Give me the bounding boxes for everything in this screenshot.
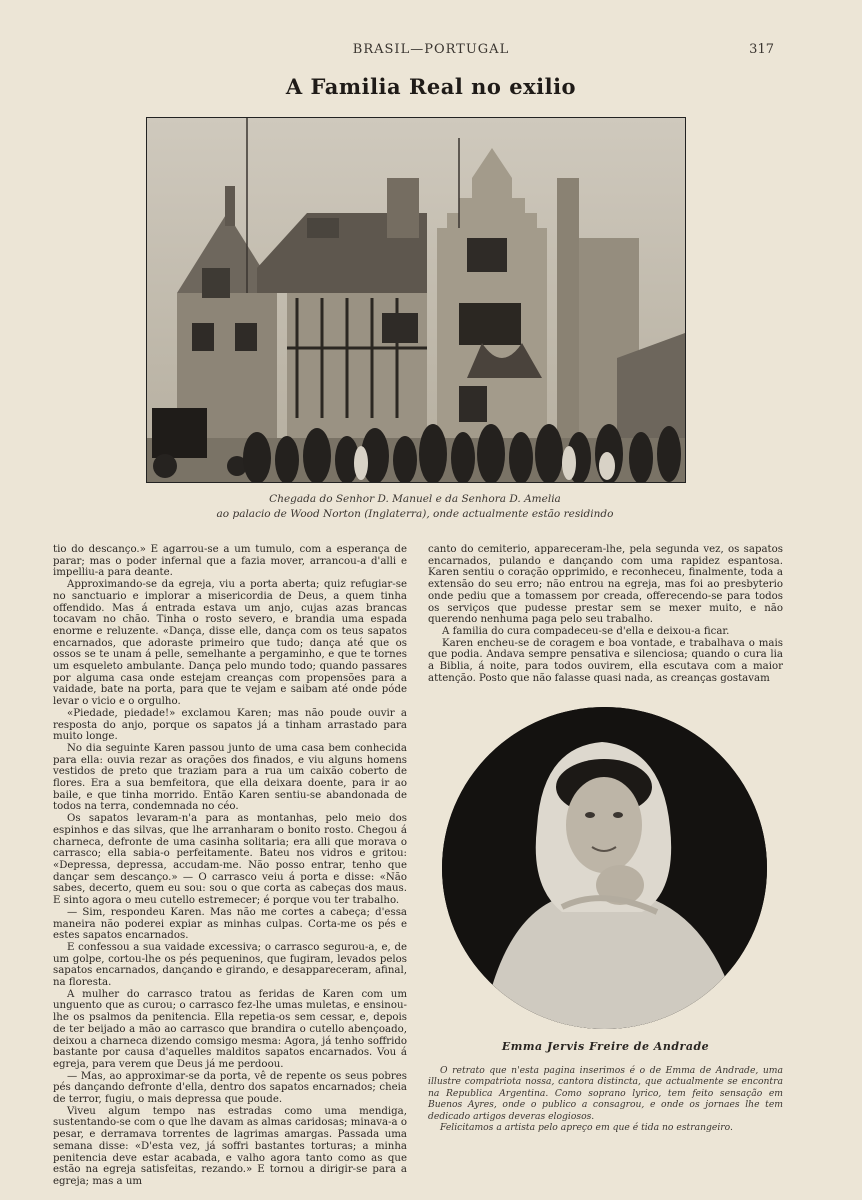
paragraph: O retrato que n'esta pagina inserimos é o de Emma de Andrade, uma illustre compatriota nossa, cantora distincta, que actualmente se encontra na Republica Argentina. Como soprano lyrico, tem feito sensação em Buenos Ayres, onde o publico a consagrou, e onde os jornaes lhe tem dedicado artigos deveras elogiosos. bbox=[428, 1065, 783, 1122]
paragraph: canto do cemiterio, appareceram-lhe, pela segunda vez, os sapatos encarnados, pulando e dançando com uma rapidez espantosa. Karen sentiu o coração opprimido, e reconheceu, finalmente, toda a extensão do seu erro; não entrou na egreja, mas foi ao presbyterio onde pediu que a tomassem por creada, offerecendo-se para todos os serviços que pudesse prestar sem se mexer muito, e não querendo nenhuma paga pelo seu trabalho. bbox=[428, 544, 783, 626]
story-column-right bbox=[428, 544, 783, 684]
manor-house-photo bbox=[147, 118, 685, 482]
top-photo bbox=[146, 117, 686, 483]
paragraph: Viveu algum tempo nas estradas como uma mendiga, sustentando-se com o que lhe davam as almas caridosas; minava-a o pesar, e derramava torrentes de lagrimas amargas. Passada uma semana disse: «D'esta vez, já soffri bastantes torturas; a minha penitencia deve estar acabada, e valho agora tanto como as que estão na egreja satisfeitas, rezando.» E tornou a dirigir-se para a egreja; mas a um bbox=[53, 1105, 407, 1187]
portrait-photo bbox=[442, 707, 767, 1029]
top-photo-caption-line2: ao palacio de Wood Norton (Inglaterra), onde actualmente estão residindo bbox=[216, 508, 614, 520]
paragraph: Os sapatos levaram-n'a para as montanhas, pelo meio dos espinhos e das silvas, que lhe arranharam o bonito rosto. Chegou á charneca, defronte de uma casinha solitaria; era alli que morava o carrasco; ella sabia-o perfeitamente. Bateu nos vidros e gritou: «Depressa, depressa, accudam-me. Não posso entrar, tenho que dançar sem descanço.» — O carrasco veiu á porta e disse: «Não sabes, decerto, quem eu sou: sou o que corta as cabeças dos maus. E sinto agora o meu cutello estremecer; é porque vou ter trabalho. bbox=[53, 813, 407, 907]
top-photo-caption-line1: Chegada do Senhor D. Manuel e da Senhora D. Amelia bbox=[269, 493, 561, 505]
paragraph: A familia do cura compadeceu-se d'ella e deixou-a ficar. bbox=[442, 625, 730, 637]
paragraph: Approximando-se da egreja, viu a porta aberta; quiz refugiar-se no sanctuario e implorar a misericordia de Deus, a quem tinha offendido. Mas á entrada estava um anjo, cujas azas brancas tocavam no chão. Tinha o rosto severo, e brandia uma espada enorme e reluzente. «Dança, disse elle, dança com os teus sapatos encarnados, que adoraste primeiro que tudo; dança até que os ossos se te unam á pelle, semelhante a pergaminho, e que te tornes um esqueleto ambulante. Dança pelo mundo todo; quando passares por alguma casa onde estejam creanças com propensões para a vaidade, bate na porta, para que te vejam e saibam até onde póde levar o vicio e o orgulho. bbox=[53, 579, 407, 708]
paragraph: No dia seguinte Karen passou junto de uma casa bem conhecida para ella: ouvia rezar as orações dos finados, e viu alguns homens vestidos de preto que traziam para a rua um caixão coberto de flores. Era a sua bemfeitora, que ella deixara doente, para ir ao baile, e que tinha morrido. Então Karen sentiu-se abandonada de todos na terra, condemnada no céo. bbox=[53, 742, 407, 813]
top-photo-caption bbox=[150, 492, 680, 522]
paragraph: — Sim, respondeu Karen. Mas não me cortes a cabeça; d'essa maneira não poderei expiar as minhas culpas. Corta-me os pés e estes sapatos encarnados. bbox=[53, 906, 407, 942]
paragraph: A mulher do carrasco tratou as feridas de Karen com um unguento que as curou; o carrasco fez-lhe umas muletas, e ensinou-lhe os psalmos da penitencia. Ella repetia-os sem cessar, e, depois de ter beijado a mão ao carrasco que brandira o cutello abençoado, deixou a charneca dizendo comsigo mesma: Agora, já tenho soffrido bastante por causa d'aquelles malditos sapatos encarnados. Vou á egreja, para verem que Deus já me perdoou. bbox=[53, 988, 407, 1070]
page-number: 317 bbox=[749, 42, 774, 57]
paragraph: «Piedade, piedade!» exclamou Karen; mas não poude ouvir a resposta do anjo, porque os sapatos já a tinham arrastado para muito longe. bbox=[53, 707, 407, 743]
article-title: A Familia Real no exilio bbox=[285, 74, 577, 99]
paragraph: Karen encheu-se de coragem e boa vontade, e trabalhava o mais que podia. Andava sempre pensativa e silenciosa; quando o cura lia a Biblia, á noite, para todos ouvirem, ella escutava com a maior attenção. Posto que não falasse quasi nada, as creanças gostavam bbox=[428, 637, 783, 684]
running-head: BRASIL—PORTUGAL bbox=[352, 42, 510, 57]
story-column-left bbox=[53, 544, 407, 1188]
portrait-caption bbox=[428, 1065, 783, 1133]
portrait-name: Emma Jervis Freire de Andrade bbox=[501, 1040, 710, 1053]
paragraph: E confessou a sua vaidade excessiva; o carrasco segurou-a, e, de um golpe, cortou-lhe os pés pequeninos, que fugiram, levados pelos sapatos encarnados, dançando e girando, e desappareceram, afinal, na floresta. bbox=[53, 941, 407, 989]
paragraph: Felicitamos a artista pelo apreço em que é tida no estrangeiro. bbox=[440, 1122, 733, 1134]
portrait-figure bbox=[442, 707, 767, 1029]
paragraph: tio do descanço.» E agarrou-se a um tumulo, com a esperança de parar; mas o poder infernal que a fazia mover, arrancou-a d'alli e impelliu-a para deante. bbox=[53, 544, 407, 579]
paragraph: — Mas, ao approximar-se da porta, vê de repente os seus pobres pés dançando defronte d'ella, dentro dos sapatos encarnados; cheia de terror, fugiu, o mais depressa que poude. bbox=[53, 1070, 407, 1106]
